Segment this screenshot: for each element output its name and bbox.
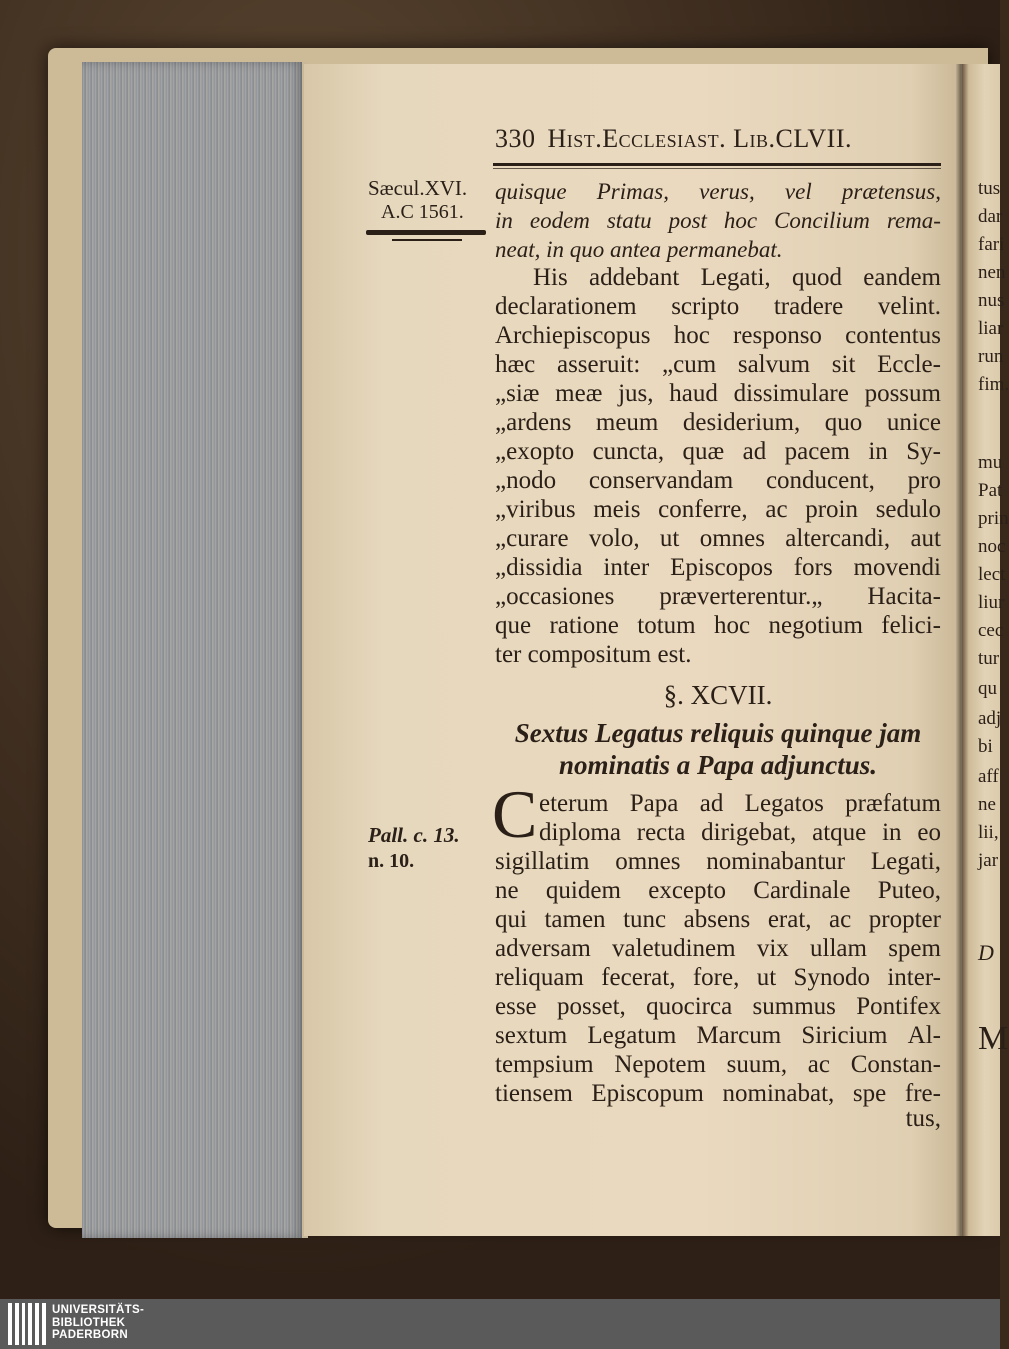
text-line: ter compositum est. <box>495 641 692 668</box>
text-line: „ardens meum desiderium, quo unice <box>495 409 941 436</box>
header-rule <box>493 163 941 166</box>
text-line: „curare volo, ut omnes altercandi, aut <box>495 525 941 552</box>
right-page-fragment: D <box>978 940 994 965</box>
margin-note-reference: Pall. c. 13. <box>368 823 460 847</box>
drop-cap: C <box>492 776 538 852</box>
right-page-fragment: adj <box>978 708 1002 729</box>
text-line: quisque Primas, verus, vel prætensus, <box>495 179 941 204</box>
right-page-fragment: tus <box>978 178 1001 199</box>
text-line: tiensem Episcopum nominabat, spe fre- <box>495 1080 941 1107</box>
right-page-fragment: prin <box>978 508 1009 529</box>
text-line: declarationem scripto tradere velint. <box>495 293 941 320</box>
right-page-fragment: cec <box>978 620 1004 641</box>
right-page-fragment: dar <box>978 206 1003 227</box>
margin-ornament-line <box>392 239 462 241</box>
right-page-fragment: ne <box>978 794 996 815</box>
right-page-fragment: run <box>978 346 1004 367</box>
right-page-fragment: lii, <box>978 822 999 843</box>
text-line: qui tamen tunc absens erat, ac propter <box>495 906 941 933</box>
text-line: reliquam fecerat, fore, ut Synodo inter- <box>495 964 941 991</box>
margin-note-seculum: Sæcul.XVI. <box>368 176 468 200</box>
running-header <box>495 124 852 154</box>
text-line: esse posset, quocirca summus Pontifex <box>495 993 941 1020</box>
right-page-fragment: aff <box>978 766 999 787</box>
text-line: sextum Legatum Marcum Siricium Al- <box>495 1022 941 1049</box>
right-page-fragment: nen <box>978 262 1006 283</box>
right-page-fragment: Pat <box>978 480 1003 501</box>
right-page-fragment: tur <box>978 648 1000 669</box>
text-line: „nodo conservandam conducent, pro <box>495 467 941 494</box>
right-page-fragment: liur <box>978 592 1005 613</box>
text-line: hæc asseruit: „cum salvum sit Eccle- <box>495 351 941 378</box>
text-line: „occasiones præverterentur.„ Hacita- <box>495 583 941 610</box>
right-page-fragment: noc <box>978 536 1006 557</box>
text-line: diploma recta dirigebat, atque in eo <box>539 819 941 846</box>
library-name <box>52 1304 144 1342</box>
text-line: adversam valetudinem vix ullam spem <box>495 935 941 962</box>
text-line: sigillatim omnes nominabantur Legati, <box>495 848 941 875</box>
text-line: „dissidia inter Episcopos fors movendi <box>495 554 941 581</box>
right-page-fragment: M <box>978 1020 1009 1057</box>
text-line: in eodem statu post hoc Concilium rema- <box>495 208 941 233</box>
text-line: tempsium Nepotem suum, ac Constan- <box>495 1051 941 1078</box>
section-heading-line-2: nominatis a Papa adjunctus. <box>558 750 878 780</box>
right-page-fragment: lect <box>978 564 1006 585</box>
right-page-fragment: jar <box>978 850 999 871</box>
right-page-fragment: nus <box>978 290 1005 311</box>
right-page-fragment: fim. <box>978 374 1009 395</box>
right-page-fragment: liar <box>978 318 1004 339</box>
right-page-fragment: bi <box>978 736 993 757</box>
library-footer <box>0 1299 1000 1349</box>
right-page-fragment: fari <box>978 234 1005 255</box>
text-line: que ratione totum hoc negotium felici- <box>495 612 941 639</box>
right-page-fragment: mu <box>978 452 1003 473</box>
margin-ornament-bar <box>366 230 486 235</box>
running-title: Hist.Ecclesiast. Lib.CLVII. <box>547 124 852 153</box>
library-name-line-3: PADERBORN <box>52 1329 128 1341</box>
section-number: §. XCVII. <box>663 680 773 710</box>
page-number: 330 <box>495 124 536 153</box>
section-heading-line-1: Sextus Legatus reliquis quinque jam <box>514 718 922 748</box>
margin-note-number: n. 10. <box>368 850 415 872</box>
library-logo-icon <box>8 1303 46 1345</box>
page-edges <box>82 62 304 1238</box>
margin-note-anno: A.C 1561. <box>381 201 464 223</box>
header-rule-thin <box>493 168 941 169</box>
text-line: „viribus meis conferre, ac proin sedulo <box>495 496 941 523</box>
library-name-line-1: UNIVERSITÄTS- <box>52 1304 145 1316</box>
text-line: ne quidem excepto Cardinale Puteo, <box>495 877 941 904</box>
text-line: „exopto cuncta, quæ ad pacem in Sy- <box>495 438 941 465</box>
text-line: His addebant Legati, quod eandem <box>533 264 941 291</box>
right-page-fragment: qu <box>978 678 997 699</box>
catchword: tus, <box>905 1105 941 1132</box>
library-name-line-2: BIBLIOTHEK <box>52 1316 126 1329</box>
text-line: Archiepiscopus hoc responso contentus <box>495 322 941 349</box>
text-line: neat, in quo antea permanebat. <box>495 237 783 262</box>
text-line: „siæ meæ jus, haud dissimulare possum <box>495 380 941 407</box>
text-line: eterum Papa ad Legatos præfatum <box>539 790 941 817</box>
